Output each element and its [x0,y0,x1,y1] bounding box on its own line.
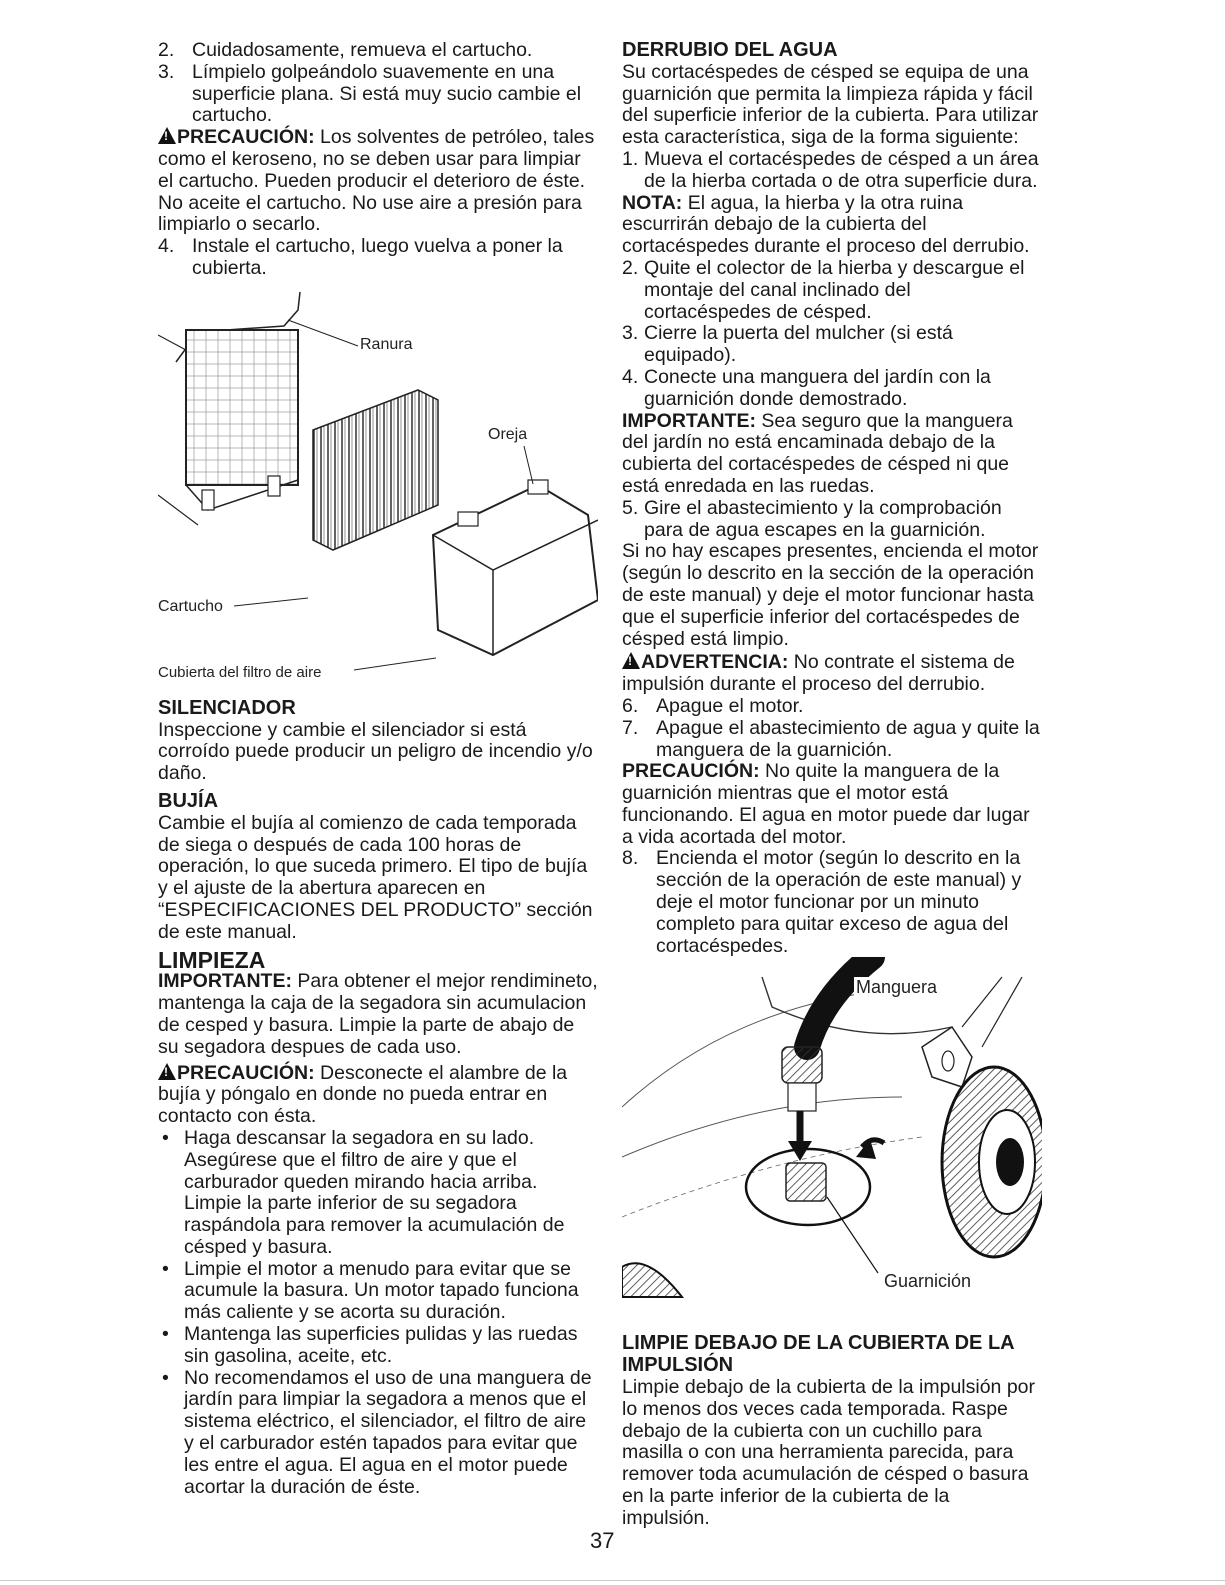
label-guarnicion: Guarnición [884,1271,972,1292]
right-step-4: 4. Conecte una manguera del jardín con la guarnición donde demostrado. [622,365,991,410]
right-step-7: 7. Apague el abastecimiento de agua y quite la manguera de la guarnición. [622,716,1040,761]
list-item: • No recomendamos el uso de una manguera de jardín para limpiar la segadora a menos que el sistema eléctrico, el silenciador, el filtro de aire y el carburador estén tapados para evitar que les entre el agua. El agua en el motor puede acortar la duración de éste. [162,1366,592,1498]
hose-fitting-illustration [622,957,1042,1327]
derrubio-intro: Su cortacéspedes de césped se equipa de una guarnición que permita la limpieza rápida y fácil del superficie inferior de la cubierta. Para utilizar esta característica, siga de la forma siguiente: [622,60,1039,149]
limpie-debajo-text: Limpie debajo de la cubierta de la impulsión por lo menos dos veces cada temporada. Raspe debajo de la cubierta con un cuchillo para masilla o con una herramienta parecida, para remover toda acumulación de césped o basura en la parte inferior de la cubierta de la impulsión. [622,1376,1036,1529]
label-ranura: Ranura [360,335,413,353]
heading-silenciador: SILENCIADOR [158,696,296,719]
list-item: • Mantenga las superficies pulidas y las ruedas sin gasolina, aceite, etc. [162,1323,578,1367]
air-filter-figure [158,280,598,692]
right-column [622,40,1042,1530]
left-step-4: 4. Instale el cartucho, luego vuelva a poner la cubierta. [158,235,563,279]
right-step-6: 6. Apague el motor. [622,694,804,717]
derrubio-caution: PRECAUCIÓN: No quite la manguera de la guarnición mientras que el motor está funcionando. El agua en motor puede dar lugar a vida acortada del motor. [622,760,1030,848]
heading-limpie-debajo: LIMPIE DEBAJO DE LA CUBIERTA DE LA IMPULSIÓN [622,1332,1014,1377]
hose-fitting-figure [622,957,1042,1327]
right-step-1: 1. Mueva el cortacéspedes de césped a un área de la hierba cortada o de otra superficie dura. [622,147,1039,192]
label-oreja: Oreja [488,425,528,443]
derrubio-nota: NOTA: El agua, la hierba y la otra ruina escurrirán debajo de la cubierta del cortacéspedes durante el proceso del derrubio. [622,191,1030,258]
derrubio-important: IMPORTANTE: Sea seguro que la manguera del jardín no está encaminada debajo de la cubierta del cortacéspedes de césped ni que está enredada en las ruedas. [622,409,1013,497]
left-column [158,40,598,1498]
warning-triangle-icon [622,652,640,669]
silenciador-text: Inspeccione y cambie el silenciador si está corroído puede producir un peligro de incendio y/o daño. [158,718,593,785]
heading-derrubio: DERRUBIO DEL AGUA [622,39,838,61]
bottom-rule [0,1580,1225,1581]
list-item: • Haga descansar la segadora en su lado. Asegúrese que el filtro de aire y que el carburador queden mirando hacia arriba. Limpie la parte inferior de su segadora raspándola para remover la acumulación de césped y basura. [162,1126,565,1258]
left-step-3: 3. Límpielo golpeándolo suavemente en una superficie plana. Si está muy sucio cambie el cartucho. [158,60,582,127]
label-manguera: Manguera [856,977,938,998]
list-item: • Limpie el motor a menudo para evitar que se acumule la basura. Un motor tapado funciona más caliente y se acorta su duración. [162,1257,579,1324]
label-cartucho: Cartucho [158,597,223,615]
right-step-5: 5. Gire el abastecimiento y la comprobación para de agua escapes en la guarnición. [622,496,1002,541]
limpieza-important: IMPORTANTE: Para obtener el mejor rendimineto, mantenga la caja de la segadora sin acumulacion de cesped y basura. Limpie la parte de abajo de su segadora despues de cada uso. [158,970,598,1058]
label-cubierta-filtro: Cubierta del filtro de aire [158,663,322,681]
derrubio-para: Si no hay escapes presentes, encienda el motor (según lo descrito en la sección de la operación de este manual) y deje el motor funcionar hasta que el superficie inferior del cortacéspedes de césped está limpio. [622,540,1039,650]
heading-limpieza: LIMPIEZA [158,946,266,973]
warning-triangle-icon [158,127,176,144]
right-step-2: 2. Quite el colector de la hierba y descargue el montaje del canal inclinado del cortacéspedes de césped. [622,256,1025,323]
left-step-2: 2. Cuidadosamente, remueva el cartucho. [158,39,533,61]
right-step-3: 3. Cierre la puerta del mulcher (si está equipado). [622,322,953,367]
right-step-8: 8. Encienda el motor (según lo descrito en la sección de la operación de este manual) y deje el motor funcionar por un minuto completo para quitar exceso de agua del cortacéspedes. [622,847,1022,957]
caution-solvents: !PRECAUCIÓN: Los solventes de petróleo, tales como el keroseno, no se deben usar para limpiar el cartucho. Pueden producir el deterioro de éste. No aceite el cartucho. No use aire a presión para limpiarlo o secarlo. [158,127,598,236]
bujia-text: Cambie el bujía al comienzo de cada temporada de siega o después de cada 100 horas de operación, lo que suceda primero. El tipo de bujía y el ajuste de la abertura aparecen en “ESPECIFICACIONES DEL PRODUCTO” sección de este manual. [158,811,593,943]
page-number: 37 [590,1528,615,1553]
limpieza-caution: !PRECAUCIÓN: Desconecte el alambre de la bujía y póngalo en donde no pueda entrar en contacto con ésta. [158,1063,598,1128]
derrubio-warning: !ADVERTENCIA: No contrate el sistema de impulsión durante el proceso del derrubio. [622,652,1042,696]
warning-triangle-icon [158,1063,176,1080]
heading-bujia: BUJÍA [158,789,219,812]
